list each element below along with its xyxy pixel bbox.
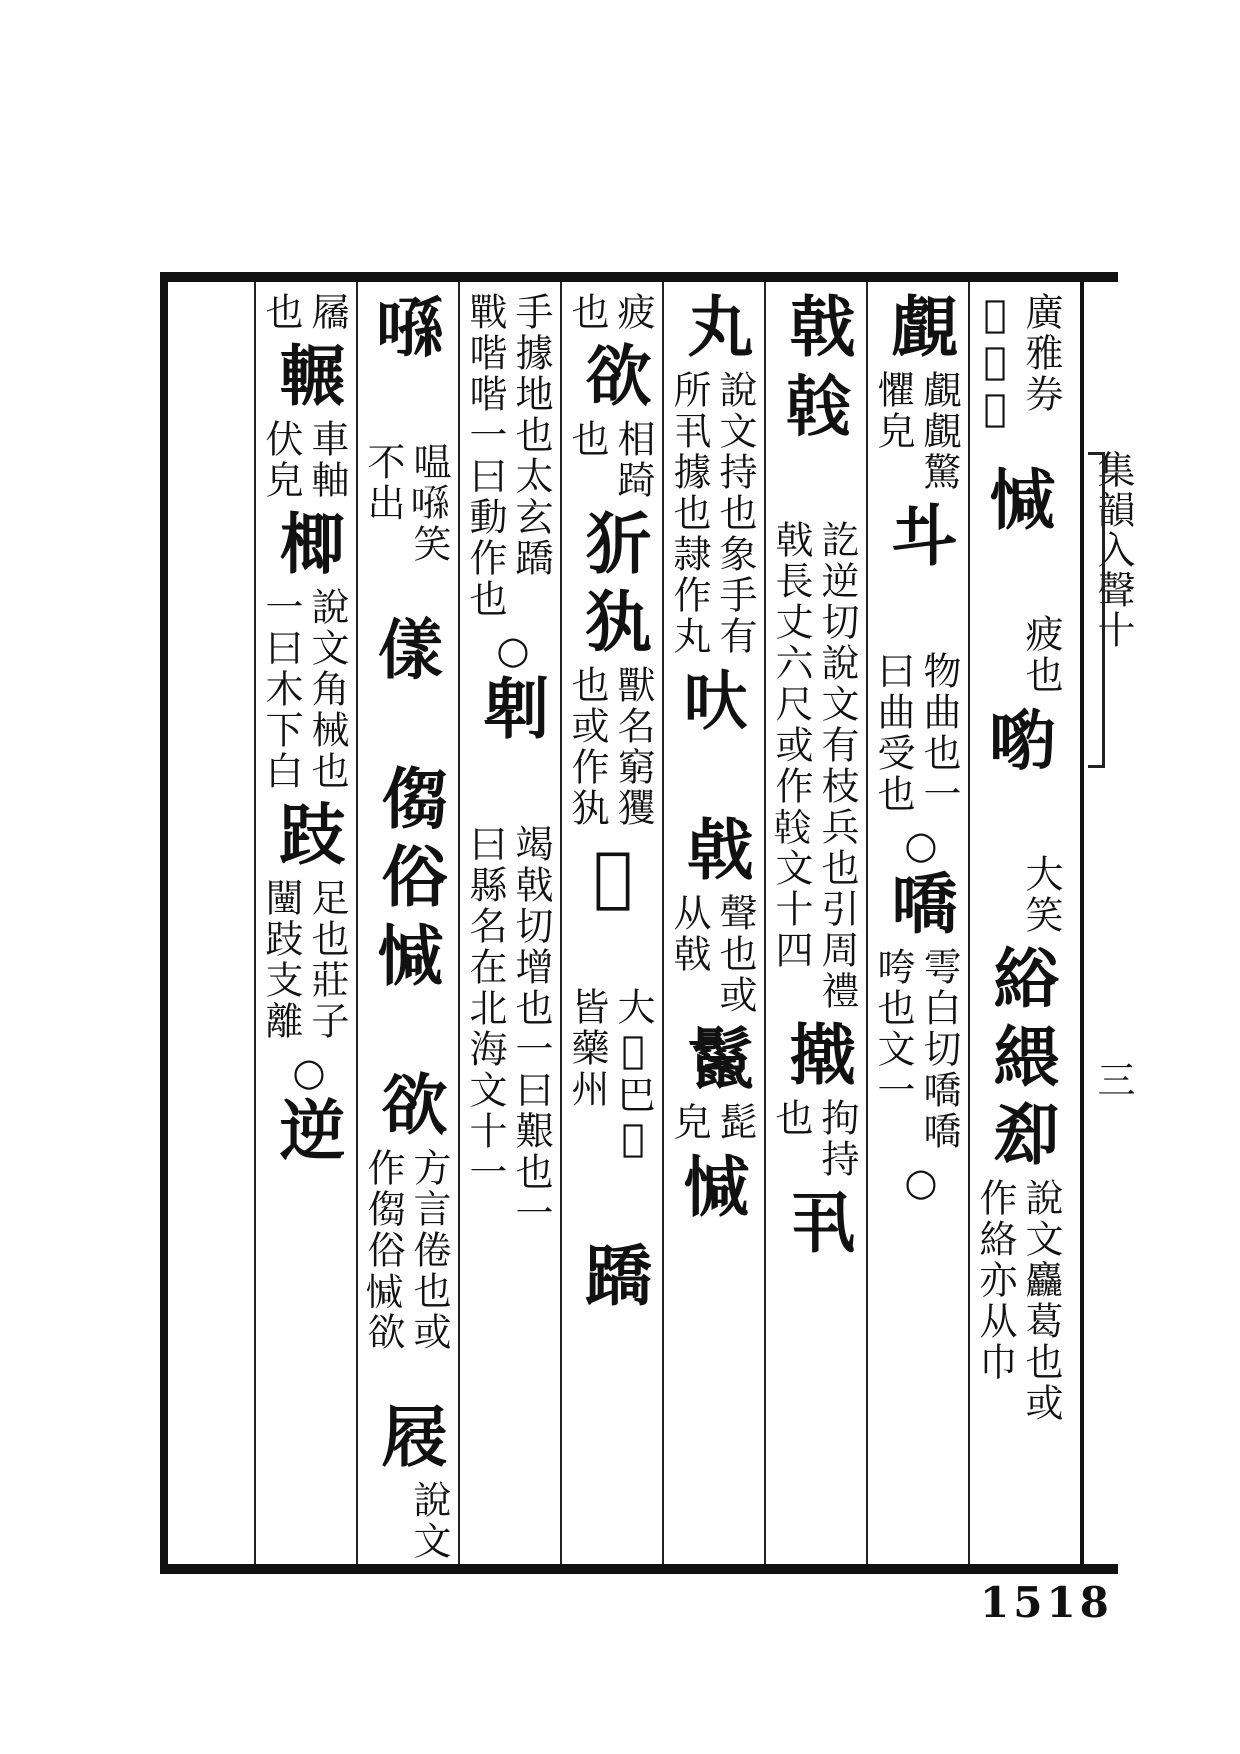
- head-character: 丮: [778, 1188, 856, 1258]
- annotation-text: 𨚢極也: [973, 292, 1017, 433]
- head-character: 鬣: [676, 1024, 754, 1094]
- annotation-text: 也: [565, 292, 609, 333]
- annotation-text: 說文角械也: [305, 587, 349, 792]
- annotation-text: 也: [565, 419, 609, 460]
- annotation-text: 懼皃: [871, 370, 915, 452]
- head-character: 丸: [676, 292, 754, 362]
- annotation-text: 作㑳俗𢜩欲: [361, 1148, 405, 1353]
- annotation-text: 戟長丈六尺或作𢧢文十四: [769, 520, 813, 971]
- annotation-text: 疲: [611, 292, 655, 333]
- annotation-text: 訖逆切說文有枝兵也引周禮: [815, 520, 859, 1012]
- head-character: 𢜩: [676, 1151, 754, 1221]
- head-character: 屐: [370, 1402, 448, 1472]
- head-character: 欲: [574, 341, 652, 411]
- head-character: 蹻: [574, 1241, 652, 1311]
- annotation-text: 拘持: [815, 1098, 859, 1180]
- annotation-text: 屩: [305, 292, 349, 333]
- annotation-text: 手據地也太玄蹻: [509, 292, 553, 579]
- page-number: 1518: [980, 1578, 1113, 1627]
- annotation-text: 皆藥州: [565, 987, 609, 1110]
- annotation-text: 也或作犱: [565, 665, 609, 829]
- head-character: 𢜩: [370, 920, 448, 990]
- head-character: 俗: [370, 842, 448, 912]
- head-character: 𢜩: [982, 464, 1060, 534]
- annotation-text: 所丮據也隷作丸: [667, 370, 711, 657]
- head-character: 𠹕: [982, 704, 1060, 774]
- annotation-text: 也: [259, 292, 303, 333]
- annotation-text: 車軸: [305, 419, 349, 501]
- annotation-text: 一曰木下白: [259, 587, 303, 792]
- annotation-text: 足也莊子: [305, 878, 349, 1042]
- gutter-title: 集韻入聲十: [1091, 450, 1135, 650]
- annotation-text: 大𧁣巴𧁣: [611, 987, 655, 1163]
- annotation-text: 也: [769, 1098, 813, 1139]
- annotation-text: 相踦: [611, 419, 655, 501]
- head-character: 𠹀: [370, 292, 448, 362]
- section-circle-mark: ○: [899, 823, 943, 870]
- head-character: 覰: [880, 292, 958, 362]
- annotation-text: 疲也: [1019, 614, 1063, 696]
- head-character: 戟: [778, 292, 856, 362]
- annotation-text: 伏皃: [259, 419, 303, 501]
- head-character: 㹞: [574, 509, 652, 579]
- head-character: 𢧢: [778, 370, 856, 440]
- annotation-text: 从戟: [667, 893, 711, 975]
- head-character: 𠍵: [370, 614, 448, 684]
- annotation-text: 方言倦也或: [407, 1148, 451, 1353]
- annotation-text: 物曲也一: [917, 651, 961, 815]
- head-character: 㦸: [676, 815, 754, 885]
- annotation-text: 咵也文一: [871, 947, 915, 1111]
- head-character: 䋿: [982, 1022, 1060, 1092]
- head-character: 楖: [268, 509, 346, 579]
- head-character: 輾: [268, 341, 346, 411]
- head-character: 撠: [778, 1020, 856, 1090]
- head-character: 㕁: [982, 1100, 1060, 1170]
- head-character: 綌: [982, 944, 1060, 1014]
- annotation-text: 作絡亦从巾: [973, 1178, 1017, 1383]
- annotation-text: 雩白切嘺嘺: [917, 947, 961, 1152]
- column-divider: [254, 282, 256, 1564]
- annotation-text: 不出: [361, 442, 405, 524]
- head-character: 嘺: [880, 869, 958, 939]
- head-character: 犱: [574, 587, 652, 657]
- head-character: 㑳: [370, 764, 448, 834]
- section-circle-mark: ○: [287, 1050, 331, 1097]
- head-character: 跂: [268, 800, 346, 870]
- annotation-text: 獸名窮玃: [611, 665, 655, 829]
- annotation-text: 說文: [407, 1480, 451, 1562]
- gutter-bracket: [1088, 452, 1105, 768]
- annotation-text: 曰縣名在北海文十一: [463, 824, 507, 1193]
- annotation-text: 廣雅券: [1019, 292, 1063, 415]
- head-character: 逆: [268, 1096, 346, 1166]
- head-character: 欲: [370, 1070, 448, 1140]
- section-circle-mark: ○: [899, 1160, 943, 1207]
- annotation-text: 曰曲受也: [871, 651, 915, 815]
- head-character: 𠥼: [880, 501, 958, 571]
- annotation-text: 戰喈喈一曰動作也: [463, 292, 507, 620]
- annotation-text: 髭: [713, 1102, 757, 1143]
- head-character: 𠯈: [676, 665, 754, 735]
- annotation-text: 覰覰驚: [917, 370, 961, 493]
- annotation-text: 說文持也象手有: [713, 370, 757, 657]
- annotation-text: 說文麤葛也或: [1019, 1178, 1063, 1424]
- annotation-text: 大笑: [1019, 854, 1063, 936]
- annotation-text: 竭戟切增也一曰艱也一: [509, 824, 553, 1234]
- section-circle-mark: ○: [491, 628, 535, 675]
- annotation-text: 闉跂支離: [259, 878, 303, 1042]
- frame-right-rule: [1080, 272, 1084, 1574]
- head-character: 𠜱: [472, 674, 550, 744]
- gutter-leaf-number: 三: [1091, 1060, 1135, 1098]
- annotation-text: 聲也或: [713, 893, 757, 1016]
- head-character: 𧁣: [574, 837, 652, 919]
- annotation-text: 嗢𠹀笑: [407, 442, 451, 565]
- annotation-text: 皃: [667, 1102, 711, 1143]
